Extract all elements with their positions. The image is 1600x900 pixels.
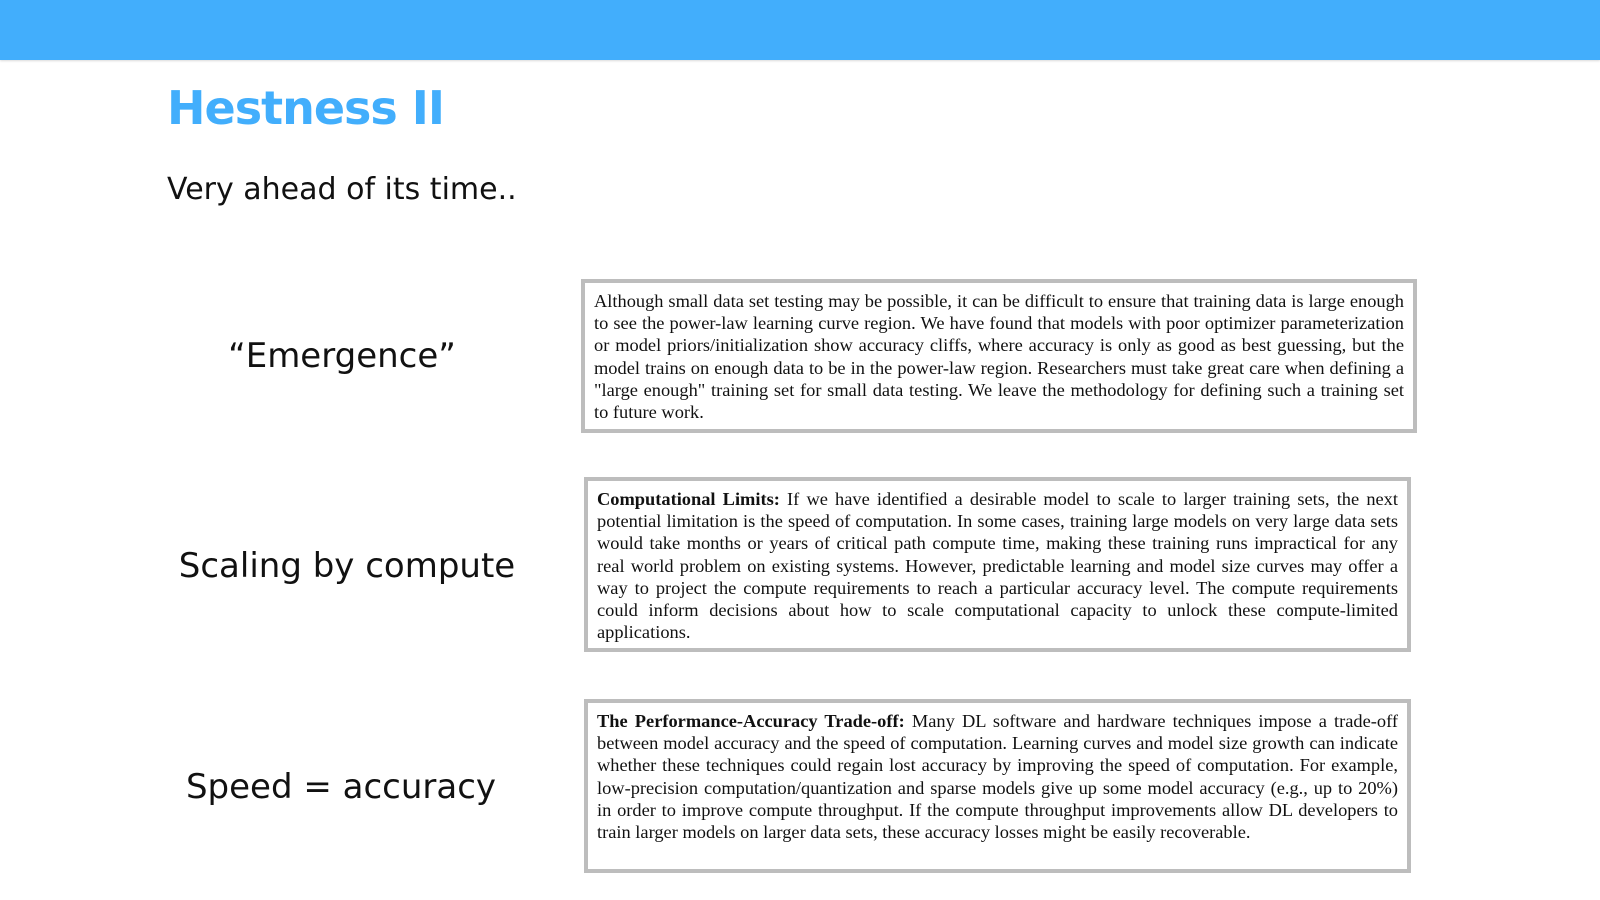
slide-title: Hestness II bbox=[167, 81, 445, 135]
row-label-speed-accuracy: Speed = accuracy bbox=[185, 767, 497, 807]
slide-subtitle: Very ahead of its time.. bbox=[167, 172, 517, 207]
header-bar bbox=[0, 0, 1600, 60]
excerpt-text: If we have identified a desirable model to scale to larger training sets, the next potential limitation is the speed of computation. In some cases, training large models on very large data sets would take months or years of critical path compute time, making these training runs impractical for any real world problem on existing systems. However, predictable learning and model size curves may offer a way to project the compute requirements to reach a particular accuracy level. The compute requirements could inform decisions about how to scale computational capacity to unlock these compute-limited applications. bbox=[597, 489, 1398, 643]
excerpt-heading: The Performance-Accuracy Trade-off: bbox=[597, 711, 912, 731]
paper-excerpt-performance-accuracy bbox=[584, 699, 1411, 873]
row-label-scaling-by-compute: Scaling by compute bbox=[178, 546, 516, 586]
excerpt-heading: Computational Limits: bbox=[597, 489, 788, 509]
row-label-emergence: “Emergence” bbox=[228, 336, 456, 376]
excerpt-text: Although small data set testing may be possible, it can be difficult to ensure that training data is large enough to see the power-law learning curve region. We have found that models with poor optimizer parameterization or model priors/initialization show accuracy cliffs, where accuracy is only as good as best guessing, but the model trains on enough data to be in the power-law region. Researchers must take great care when defining a "large enough" training set for small data testing. We leave the methodology for defining such a training set to future work. bbox=[594, 291, 1404, 423]
excerpt-text: Many DL software and hardware techniques impose a trade-off between model accuracy and the speed of computation. Learning curves and model size growth can indicate whether these techniques could regain lost accuracy by improving the speed of computation. For example, low-precision computation/quantization and sparse models give up some model accuracy (e.g., up to 20%) in order to improve compute throughput. If the compute throughput improvements allow DL developers to train larger models on larger data sets, these accuracy losses might be easily recoverable. bbox=[597, 711, 1398, 843]
paper-excerpt-emergence bbox=[581, 279, 1417, 433]
paper-excerpt-computational-limits bbox=[584, 477, 1411, 652]
